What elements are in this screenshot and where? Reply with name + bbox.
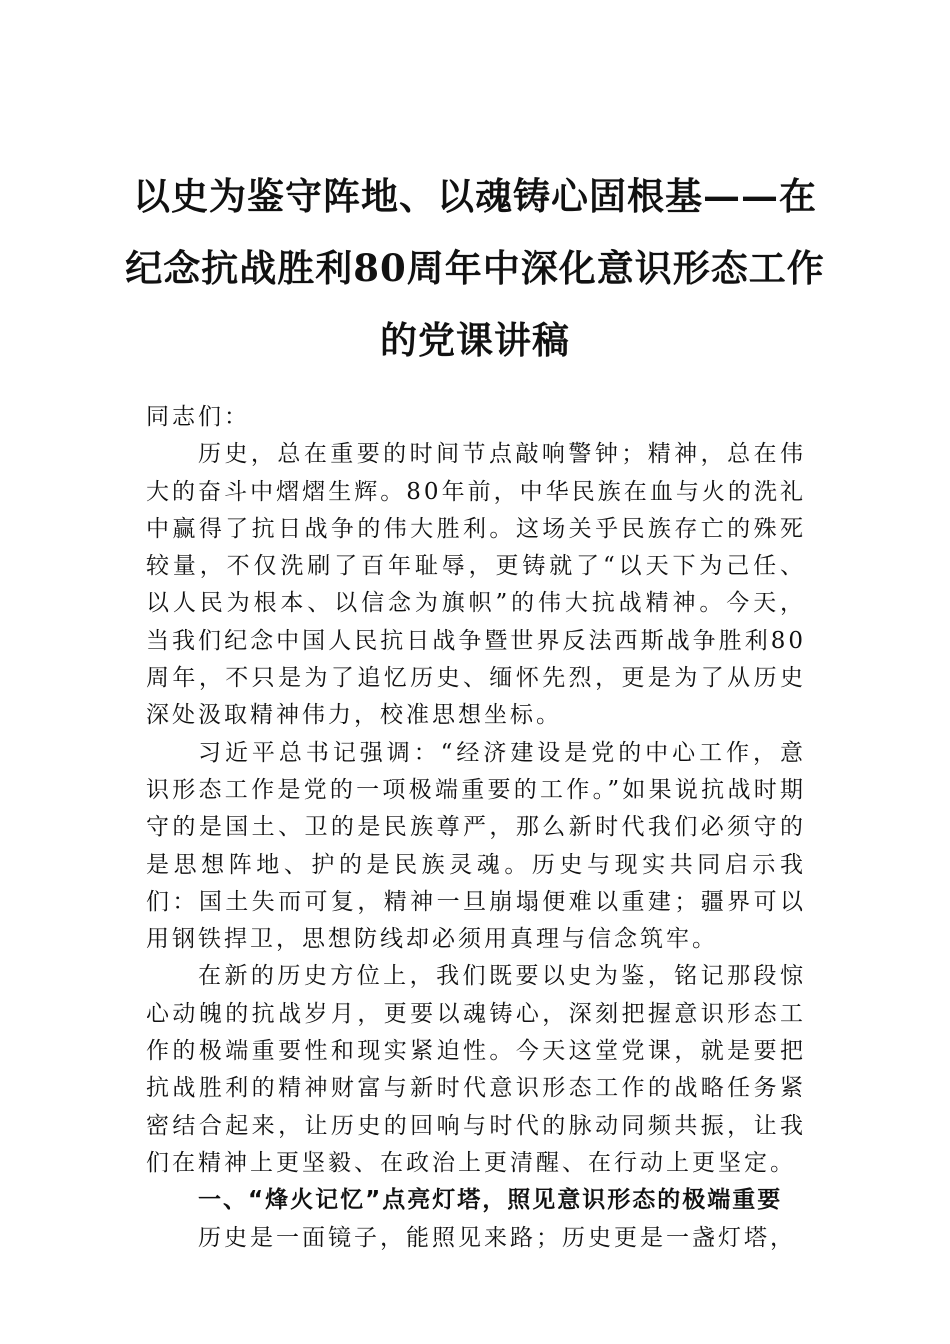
title-line-3: 的党课讲稿 — [380, 318, 570, 362]
title-line-1: 以史为鉴守阵地、以魂铸心固根基——在 — [133, 174, 817, 218]
document-title — [120, 160, 830, 376]
paragraph-2: 习近平总书记强调：“经济建设是党的中心工作，意识形态工作是党的一项极端重要的工作。”如果说抗战时期守的是国土、卫的是民族尊严，那么新时代我们必须守的是思想阵地、护的是民族灵魂。历史与现实共同启示我们：国土失而可复，精神一旦崩塌便难以重建；疆界可以用钢铁捍卫，思想防线却必须用真理与信念筑牢。 — [146, 739, 806, 953]
section-heading-1: 一、“烽火记忆”点亮灯塔，照见意识形态的极端重要 — [198, 1187, 783, 1214]
paragraph-1: 历史，总在重要的时间节点敲响警钟；精神，总在伟大的奋斗中熠熠生辉。80年前，中华民族在血与火的洗礼中赢得了抗日战争的伟大胜利。这场关乎民族存亡的殊死较量，不仅洗刷了百年耻辱，更铸就了“以天下为己任、以人民为根本、以信念为旗帜”的伟大抗战精神。今天，当我们纪念中国人民抗日战争暨世界反法西斯战争胜利80周年，不只是为了追忆历史、缅怀先烈，更是为了从历史深处汲取精神伟力，校准思想坐标。 — [146, 441, 806, 729]
paragraph-3: 在新的历史方位上，我们既要以史为鉴，铭记那段惊心动魄的抗战岁月，更要以魂铸心，深刻把握意识形态工作的极端重要性和现实紧迫性。今天这堂党课，就是要把抗战胜利的精神财富与新时代意识形态工作的战略任务紧密结合起来，让历史的回响与时代的脉动同频共振，让我们在精神上更坚毅、在政治上更清醒、在行动上更坚定。 — [146, 963, 806, 1176]
title-line-2: 纪念抗战胜利80周年中深化意识形态工作 — [125, 246, 825, 290]
document-body — [146, 399, 806, 1257]
salutation: 同志们： — [146, 404, 250, 430]
paragraph-4: 历史是一面镜子，能照见来路；历史更是一盏灯塔， — [198, 1224, 796, 1251]
